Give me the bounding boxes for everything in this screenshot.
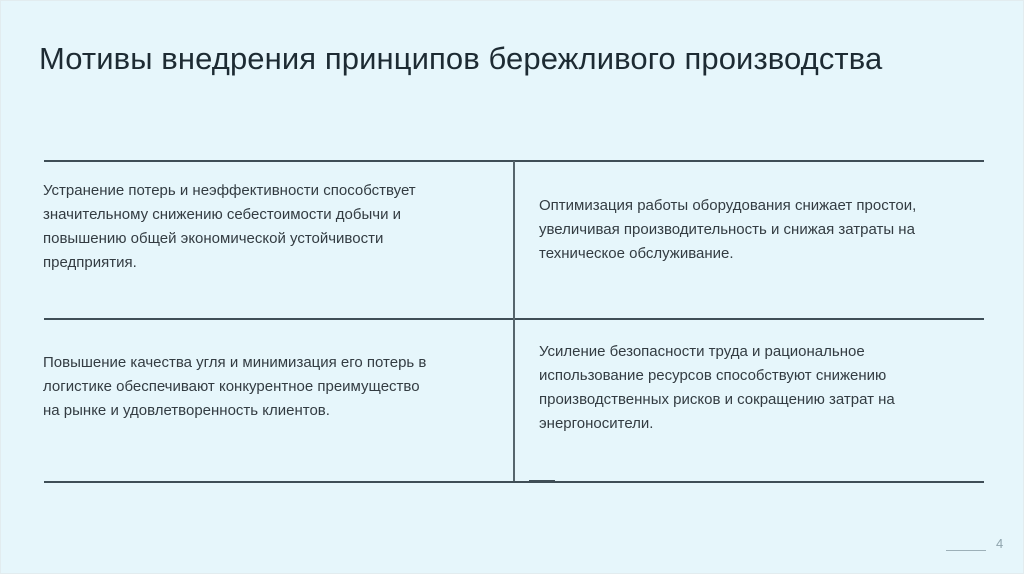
grid-bottom-accent — [529, 480, 555, 482]
motive-safety-resources: Усиление безопасности труда и рациональное использование ресурсов способствуют снижению производственных рисков и сокращению затрат на энергоносители. — [539, 343, 895, 432]
motive-cost-reduction: Устранение потерь и неэффективности способствует значительному снижению себестоимости добычи и повышению общей экономической устойчивости предприятия. — [43, 182, 416, 271]
slide-title: Мотивы внедрения принципов бережливого производства — [39, 41, 883, 76]
motive-equipment-optimization: Оптимизация работы оборудования снижает простои, увеличивая производительность и снижая затраты на техническое обслуживание. — [539, 197, 917, 262]
grid-bottom-divider — [44, 481, 984, 483]
page-number: 4 — [996, 536, 1004, 551]
grid-vertical-divider — [513, 161, 515, 481]
motive-coal-quality: Повышение качества угля и минимизация его потерь в логистике обеспечивают конкурентное преимущество на рынке и удовлетворенность клиентов. — [43, 354, 427, 419]
footer-divider — [946, 550, 986, 551]
